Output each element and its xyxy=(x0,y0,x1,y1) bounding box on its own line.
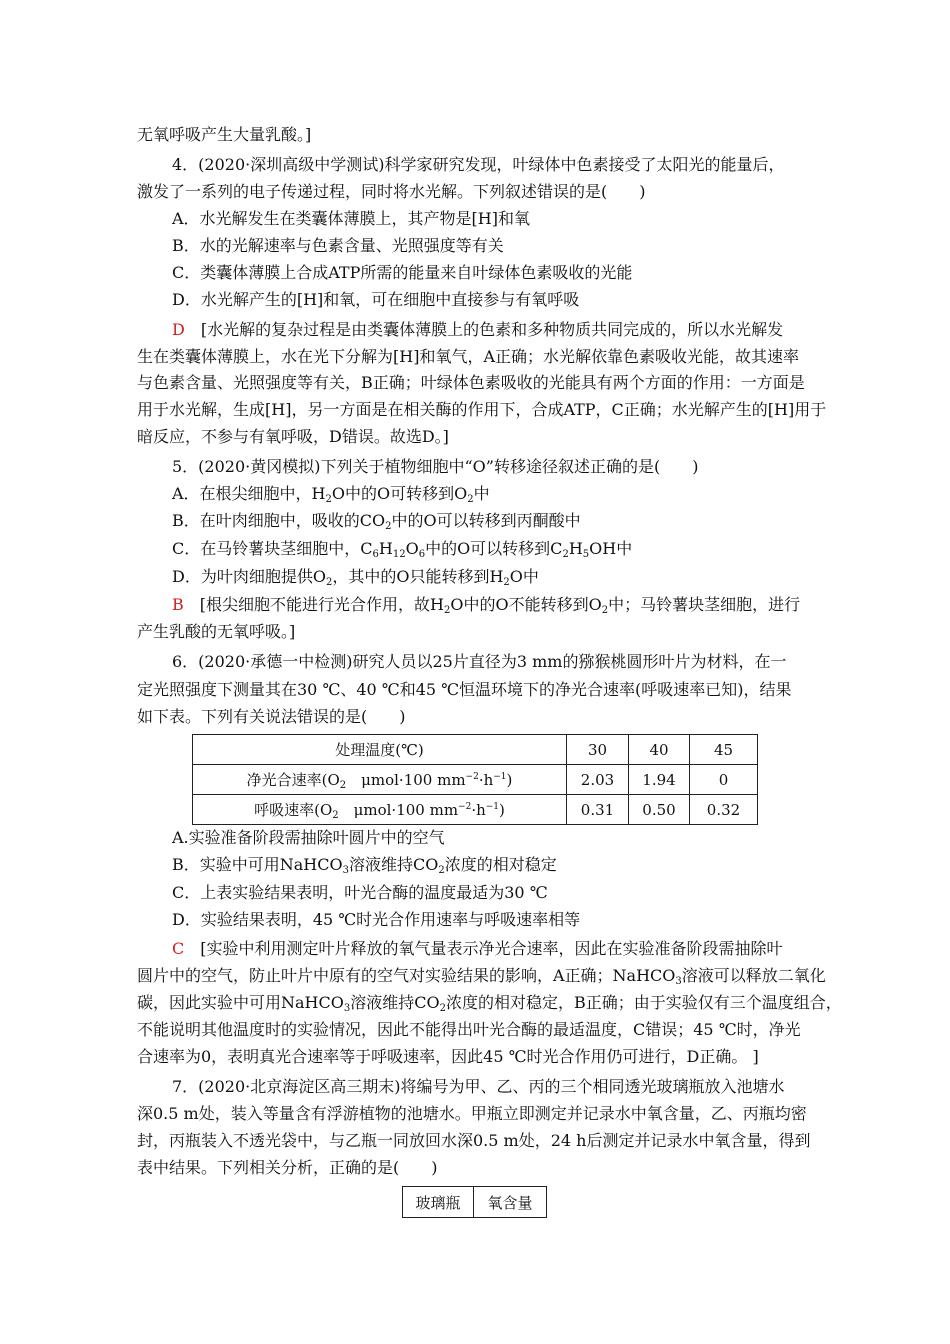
question-7-stem: 7．(2020·北京海淀区高三期末)将编号为甲、乙、丙的三个相同透光玻璃瓶放入池塘水 xyxy=(172,1077,785,1096)
question-5-stem: 5．(2020·黄冈模拟)下列关于植物细胞中“O”转移途径叙述正确的是( ) xyxy=(172,457,699,476)
option-a: A.实验准备阶段需抽除叶圆片中的空气 xyxy=(172,828,445,847)
question-6-stem: 6．(2020·承德一中检测)研究人员以25片直径为3 mm的猕猴桃圆形叶片为材料，在一 xyxy=(172,652,787,671)
table-cell: 呼吸速率($O_2$ μmol·100 $mm^{-2}\cdot h^{-1}$) xyxy=(193,795,567,825)
option-a: A．水光解发生在类囊体薄膜上，其产物是[H]和氧 xyxy=(172,209,530,228)
table-header-row xyxy=(193,735,758,765)
text-line: 定光照强度下测量其在30 ℃、40 ℃和45 ℃恒温环境下的净光合速率(呼吸速率已知)，结果 xyxy=(137,680,792,699)
table-cell: 1.94 xyxy=(629,765,690,795)
option-c: C．在马铃薯块茎细胞中，$C_6H_{12}O_6$中的O可以转移到$C_2H_5OH$中 xyxy=(172,539,633,560)
answer-letter: C xyxy=(172,939,185,958)
text-line: 用于水光解，生成[H]，另一方面是在相关酶的作用下，合成ATP，C正确；水光解产生的[H]用于 xyxy=(137,400,827,419)
table-cell: 0.32 xyxy=(690,795,758,825)
text-line: 如下表。下列有关说法错误的是( ) xyxy=(137,707,406,726)
text-line: 碳，因此实验中可用NaHCO$_3$溶液维持$CO_2$浓度的相对稳定，B正确；由于实验仅有三个温度组合， xyxy=(137,993,842,1014)
answer-explanation: C [实验中利用测定叶片释放的氧气量表示净光合速率，因此在实验准备阶段需抽除叶 xyxy=(172,939,783,958)
option-c: C．类囊体薄膜上合成ATP所需的能量来自叶绿体色素吸收的光能 xyxy=(172,263,633,282)
text-line: 封，丙瓶装入不透光袋中，与乙瓶一同放回水深0.5 m处，24 h后测定并记录水中氧含量，得到 xyxy=(137,1131,811,1150)
text-line: 无氧呼吸产生大量乳酸。] xyxy=(137,125,312,144)
option-d: D．水光解产生的[H]和氧，可在细胞中直接参与有氧呼吸 xyxy=(172,290,580,309)
table-header-row xyxy=(403,1187,547,1218)
text-line: 不能说明其他温度时的实验情况，因此不能得出叶光合酶的最适温度，C错误；45 ℃时，净光 xyxy=(137,1020,801,1039)
bottle-table xyxy=(402,1186,547,1218)
text-line: 生在类囊体薄膜上，水在光下分解为[H]和氧气，A正确；水光解依靠色素吸收光能，故其速率 xyxy=(137,347,799,366)
option-c: C．上表实验结果表明，叶光合酶的温度最适为30 ℃ xyxy=(172,883,548,902)
option-b: B．水的光解速率与色素含量、光照强度等有关 xyxy=(172,236,504,255)
table-cell: 40 xyxy=(629,735,690,765)
text-line: 圆片中的空气，防止叶片中原有的空气对实验结果的影响，A正确；NaHCO$_3$溶液可以释放二氧化 xyxy=(137,966,826,987)
table-cell: 氧含量 xyxy=(474,1187,547,1218)
table-cell: 净光合速率($O_2$ μmol·100 $mm^{-2}\cdot h^{-1}$) xyxy=(193,765,567,795)
table-row xyxy=(193,795,758,825)
table-cell: 0.31 xyxy=(567,795,629,825)
answer-letter: D xyxy=(172,320,185,339)
option-b: B．实验中可用NaHCO$_3$溶液维持$CO_2$浓度的相对稳定 xyxy=(172,855,557,876)
table-cell: 玻璃瓶 xyxy=(403,1187,474,1218)
text-line: 表中结果。下列相关分析，正确的是( ) xyxy=(137,1158,438,1177)
answer-explanation: B [根尖细胞不能进行光合作用，故$H_2O$中的O不能转移到$O_2$中；马铃薯块茎细胞，进行 xyxy=(172,595,801,616)
option-a: A．在根尖细胞中，$H_2O$中的O可转移到$O_2$中 xyxy=(172,484,490,505)
table-cell: 处理温度(℃) xyxy=(193,735,567,765)
text-line: 深0.5 m处，装入等量含有浮游植物的池塘水。甲瓶立即测定并记录水中氧含量，乙、丙瓶均密 xyxy=(137,1104,807,1123)
option-d: D．实验结果表明，45 ℃时光合作用速率与呼吸速率相等 xyxy=(172,910,581,929)
text-line: 与色素含量、光照强度等有关，B正确；叶绿体色素吸收的光能具有两个方面的作用：一方面是 xyxy=(137,373,805,392)
option-b: B．在叶肉细胞中，吸收的$CO_2$中的O可以转移到丙酮酸中 xyxy=(172,511,581,532)
table-cell: 0.50 xyxy=(629,795,690,825)
answer-explanation: D [水光解的复杂过程是由类囊体薄膜上的色素和多种物质共同完成的，所以水光解发 xyxy=(172,320,784,339)
table-cell: 2.03 xyxy=(567,765,629,795)
table-cell: 0 xyxy=(690,765,758,795)
text-line: 激发了一系列的电子传递过程，同时将水光解。下列叙述错误的是( ) xyxy=(137,182,646,201)
question-4-stem: 4．(2020·深圳高级中学测试)科学家研究发现，叶绿体中色素接受了太阳光的能量后， xyxy=(172,155,785,174)
text-line: 合速率为0，表明真光合速率等于呼吸速率，因此45 ℃时光合作用仍可进行，D正确。 ] xyxy=(137,1047,759,1066)
option-d: D．为叶肉细胞提供$O_2$，其中的O只能转移到$H_2O$中 xyxy=(172,567,539,588)
rate-table xyxy=(192,734,758,825)
text-line: 产生乳酸的无氧呼吸。] xyxy=(137,622,296,641)
answer-letter: B xyxy=(172,595,184,614)
table-cell: 30 xyxy=(567,735,629,765)
table-row xyxy=(193,765,758,795)
text-line: 暗反应，不参与有氧呼吸，D错误。故选D。] xyxy=(137,427,449,446)
table-cell: 45 xyxy=(690,735,758,765)
